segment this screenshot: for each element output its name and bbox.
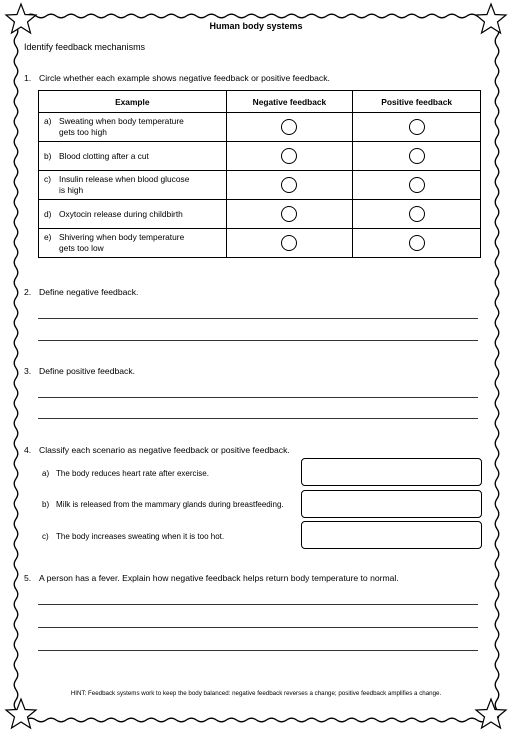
hint-text: HINT: Feedback systems work to keep the body balanced: negative feedback reverses a change; positive feedback amplifies a change. [70, 690, 442, 697]
circle-icon[interactable] [281, 119, 297, 135]
circle-icon[interactable] [409, 206, 425, 222]
question-2: 2. Define negative feedback. [24, 287, 139, 297]
feedback-table [38, 90, 481, 258]
worksheet-title: Human body systems [209, 21, 303, 31]
star-icon [474, 697, 508, 731]
circle-icon[interactable] [409, 235, 425, 251]
scenario-text: The body increases sweating when it is too hot. [56, 532, 225, 541]
question-3: 3. Define positive feedback. [24, 366, 136, 376]
example-text: Oxytocin release during childbirth [59, 208, 183, 219]
circle-icon[interactable] [281, 235, 297, 251]
question-2-text: Define negative feedback. [39, 287, 139, 297]
question-1-text: Circle whether each example shows negative feedback or positive feedback. [39, 73, 330, 83]
scenario-item: a) The body reduces heart rate after exercise. [42, 469, 209, 478]
answer-line[interactable] [38, 318, 478, 319]
header-positive: Positive feedback [353, 91, 481, 113]
answer-line[interactable] [38, 418, 478, 419]
star-icon [4, 697, 38, 731]
answer-box[interactable] [301, 490, 482, 518]
table-header-row [39, 91, 481, 113]
example-text: Sweating when body temperature [59, 116, 184, 126]
question-5: 5. A person has a fever. Explain how negative feedback helps return body temperature to normal. [24, 573, 399, 583]
question-1: 1. Circle whether each example shows negative feedback or positive feedback. [24, 73, 330, 83]
answer-line[interactable] [38, 397, 478, 398]
scenario-item: c) The body increases sweating when it is too hot. [42, 532, 225, 541]
scenario-item: b) Milk is released from the mammary glands during breastfeeding. [42, 500, 284, 509]
circle-icon[interactable] [281, 206, 297, 222]
circle-icon[interactable] [281, 177, 297, 193]
question-4-text: Classify each scenario as negative feedback or positive feedback. [39, 445, 290, 455]
scenario-text: The body reduces heart rate after exercise. [56, 469, 209, 478]
example-text: Insulin release when blood glucose [59, 174, 190, 184]
answer-box[interactable] [301, 458, 482, 486]
answer-line[interactable] [38, 604, 478, 605]
header-negative: Negative feedback [226, 91, 353, 113]
circle-icon[interactable] [409, 177, 425, 193]
table-row: b) Blood clotting after a cut [39, 142, 481, 171]
answer-box[interactable] [301, 521, 482, 549]
example-text: Blood clotting after a cut [59, 150, 149, 161]
example-text: Shivering when body temperature [59, 232, 185, 242]
question-5-text: A person has a fever. Explain how negative feedback helps return body temperature to normal. [39, 573, 399, 583]
worksheet-subtitle: Identify feedback mechanisms [24, 42, 146, 52]
answer-line[interactable] [38, 627, 478, 628]
circle-icon[interactable] [409, 119, 425, 135]
answer-line[interactable] [38, 650, 478, 651]
table-row: e) Shivering when body temperature gets too low [39, 229, 481, 258]
question-4: 4. Classify each scenario as negative feedback or positive feedback. [24, 445, 290, 455]
circle-icon[interactable] [281, 148, 297, 164]
header-example: Example [39, 91, 227, 113]
answer-line[interactable] [38, 340, 478, 341]
table-row: d) Oxytocin release during childbirth [39, 200, 481, 229]
scenario-text: Milk is released from the mammary glands during breastfeeding. [56, 500, 284, 509]
table-row: a) Sweating when body temperature gets too high [39, 113, 481, 142]
question-3-text: Define positive feedback. [39, 366, 136, 376]
circle-icon[interactable] [409, 148, 425, 164]
table-row: c) Insulin release when blood glucose is high [39, 171, 481, 200]
